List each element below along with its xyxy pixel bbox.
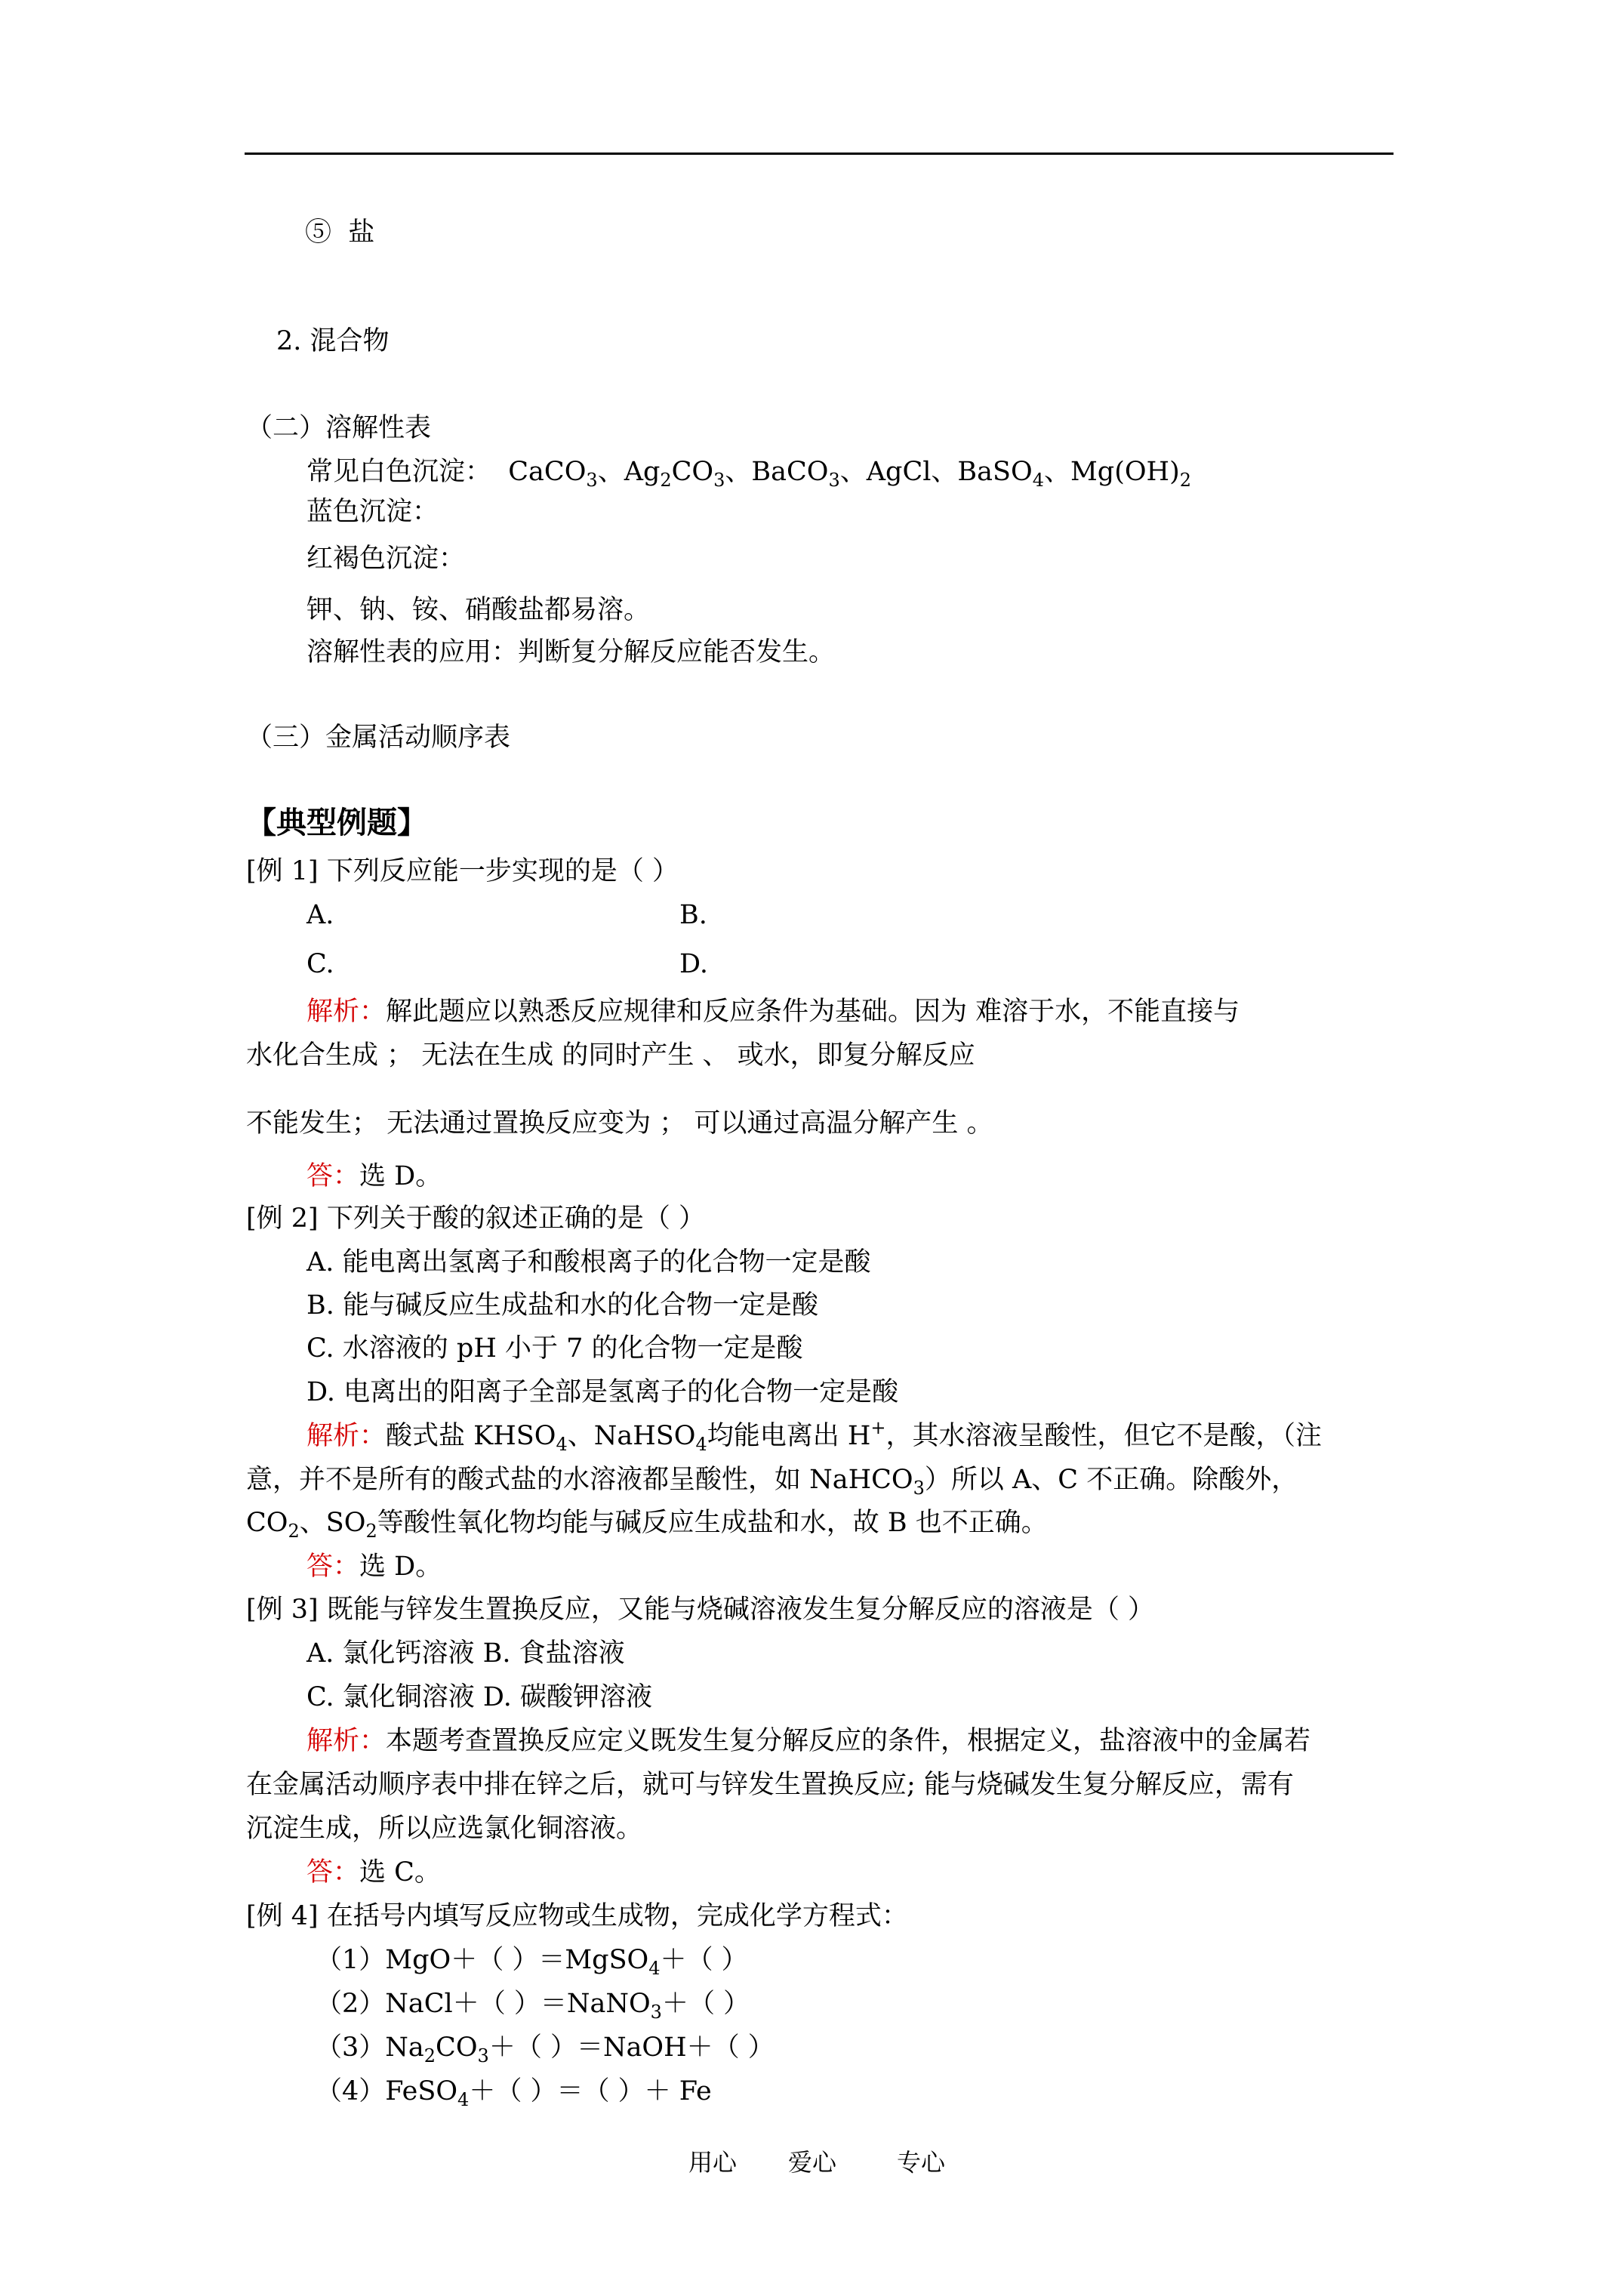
ex3-analysis-line2: 在金属活动顺序表中排在锌之后，就可与锌发生置换反应; 能与烧碱发生复分解反应，需有	[246, 1770, 1294, 1800]
header-rule	[245, 153, 1394, 155]
ex3-analysis-line1: 解析：本题考查置换反应定义既发生复分解反应的条件，根据定义，盐溶液中的金属若	[306, 1726, 1311, 1756]
ex1-analysis-line1: 解析：解此题应以熟悉反应规律和反应条件为基础。因为 难溶于水，不能直接与	[306, 997, 1240, 1027]
ex1-option-b: B.	[679, 900, 707, 930]
ex2-answer: 答：选 D。	[306, 1552, 442, 1582]
white-precipitates: 常见白色沉淀： CaCO$_3$、$Ag_2CO_3$、BaCO$_3$、AgCl、BaSO$_4$、$Mg(OH)_2$	[306, 457, 1192, 491]
ex3-options-cd: C. 氯化铜溶液 D. 碳酸钾溶液	[306, 1682, 652, 1712]
ex2-option-c: C. 水溶液的 pH 小于 7 的化合物一定是酸	[306, 1333, 803, 1364]
ex4-equation-1: （1）MgO＋（ ）＝MgSO$_4$＋（ ）	[316, 1945, 748, 1979]
ex1-option-a: A.	[306, 900, 334, 930]
ex1-question: [例 1] 下列反应能一步实现的是（ ）	[246, 856, 679, 886]
ex3-options-ab: A. 氯化钙溶液 B. 食盐溶液	[306, 1638, 625, 1669]
footer-text-2: 爱心	[788, 2148, 837, 2177]
ex2-answer-label: 答：	[306, 1552, 360, 1582]
item-5	[305, 216, 374, 249]
mixture-heading: 2. 混合物	[276, 326, 390, 356]
white-label: 常见白色沉淀：	[306, 457, 492, 487]
ex3-answer-label: 答：	[306, 1857, 360, 1888]
ex4-equation-2: （2）NaCl＋（ ）＝NaNO$_3$＋（ ）	[316, 1989, 750, 2023]
ex2-option-a: A. 能电离出氢离子和酸根离子的化合物一定是酸	[306, 1247, 871, 1277]
ex1-option-c: C.	[306, 949, 334, 979]
ex4-equation-4: （4）FeSO$_4$＋（ ）＝（ ）＋ Fe	[316, 2076, 712, 2110]
ex2-analysis-line3: $CO_2$、$SO_2$等酸性氧化物均能与碱反应生成盐和水，故 B 也不正确。	[246, 1508, 1048, 1542]
examples-title: 【典型例题】	[246, 805, 427, 840]
ex2-option-d: D. 电离出的阳离子全部是氢离子的化合物一定是酸	[306, 1377, 899, 1407]
ex1-option-d: D.	[679, 949, 708, 979]
salt-label: 盐	[348, 217, 375, 248]
ex4-equation-3: $(3)Na_2CO_3+$（ ）＝NaOH＋（ ）	[316, 2032, 775, 2066]
ex1-answer: 答：选 D。	[306, 1161, 442, 1191]
footer-text-3: 专心	[897, 2148, 946, 2177]
ex3-analysis-line3: 沉淀生成，所以应选氯化铜溶液。	[246, 1814, 643, 1844]
ex1-answer-label: 答：	[306, 1161, 360, 1191]
soluble-salts: 钾、钠、铵、硝酸盐都易溶。	[306, 595, 651, 625]
ex1-analysis-line3: 不能发生； 无法通过置换反应变为 ； 可以通过高温分解产生 。	[246, 1108, 993, 1139]
blue-precipitates: 蓝色沉淀：	[306, 497, 439, 527]
ex2-question: [例 2] 下列关于酸的叙述正确的是（ ）	[246, 1203, 705, 1234]
ex3-answer: 答：选 C。	[306, 1857, 441, 1888]
solubility-heading: （二）溶解性表	[246, 413, 432, 443]
ex3-question: [例 3] 既能与锌发生置换反应，又能与烧碱溶液发生复分解反应的溶液是（ ）	[246, 1595, 1154, 1625]
ex1-analysis-line2: 水化合生成 ； 无法在生成 的同时产生 、 或水，即复分解反应	[246, 1040, 975, 1071]
ex2-option-b: B. 能与碱反应生成盐和水的化合物一定是酸	[306, 1290, 818, 1321]
ex2-analysis-line2: 意，并不是所有的酸式盐的水溶液都呈酸性，如 NaHCO$_3$）所以 A、C 不正确。除酸外，	[246, 1465, 1298, 1499]
ex4-question: [例 4] 在括号内填写反应物或生成物，完成化学方程式：	[246, 1901, 908, 1931]
ex2-analysis-line1: 解析：酸式盐 $KHSO_4$、NaHSO$_4$均能电离出 H+，其水溶液呈酸性，但它不是酸，（注	[306, 1417, 1323, 1455]
activity-heading: （三）金属活动顺序表	[246, 723, 511, 753]
footer-text-1: 用心	[688, 2148, 738, 2177]
solubility-application: 溶解性表的应用：判断复分解反应能否发生。	[306, 637, 836, 667]
ex1-analysis-label: 解析：	[306, 997, 387, 1027]
ex2-analysis-label: 解析：	[306, 1421, 387, 1451]
redbrown-precipitates: 红褐色沉淀：	[306, 544, 466, 574]
circled-five: ⑤	[305, 217, 332, 248]
ex3-analysis-label: 解析：	[306, 1726, 387, 1756]
